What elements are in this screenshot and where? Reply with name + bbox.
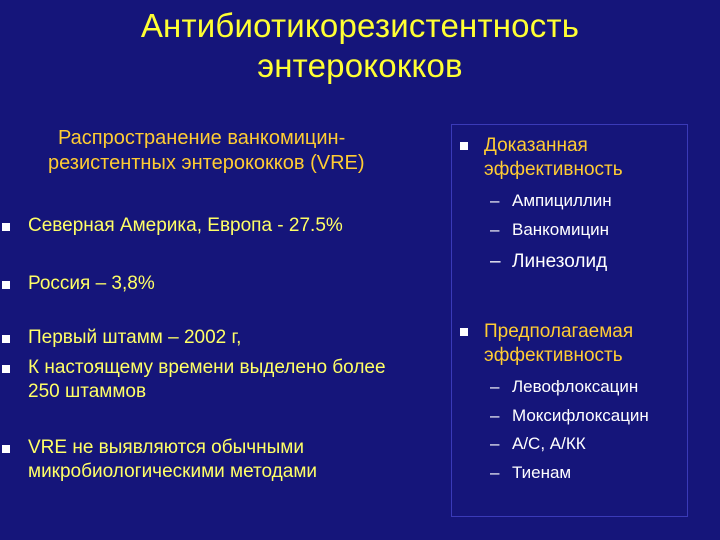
list-item: – Левофлоксацин: [490, 377, 639, 396]
left-heading: [48, 126, 448, 176]
list-item: – Тиенам: [490, 463, 572, 482]
list-item: VRE не выявляются обычными микробиологическими методами: [22, 436, 352, 484]
list-item: К настоящему времени выделено более 250 штаммов: [22, 356, 422, 404]
list-item: – Моксифлоксацин: [490, 406, 649, 425]
expected-heading: Предполагаемая эффективность: [484, 320, 633, 368]
left-heading-line-1: Распространение ванкомицин-: [58, 127, 346, 149]
title-line-1: Антибиотикорезистентность: [140, 7, 580, 44]
square-bullet-icon: [2, 281, 10, 289]
square-bullet-icon: [2, 223, 10, 231]
list-item: – Линезолид: [490, 251, 608, 272]
list-item: – А/С, А/КК: [490, 434, 586, 453]
left-heading-line-2: резистентных энтерококков (VRE): [48, 152, 365, 174]
list-item: Первый штамм – 2002 г,: [22, 326, 432, 350]
square-bullet-icon: [460, 328, 468, 336]
list-item: – Ванкомицин: [490, 220, 610, 239]
proven-heading: Доказанная эффективность: [484, 134, 623, 182]
square-bullet-icon: [460, 142, 468, 150]
list-item: Северная Америка, Европа - 27.5%: [22, 214, 432, 238]
slide-title: [0, 6, 720, 86]
list-item: – Ампициллин: [490, 191, 612, 210]
square-bullet-icon: [2, 445, 10, 453]
list-item: Россия – 3,8%: [22, 272, 432, 296]
title-line-2: энтерококков: [257, 47, 463, 84]
square-bullet-icon: [2, 335, 10, 343]
square-bullet-icon: [2, 365, 10, 373]
